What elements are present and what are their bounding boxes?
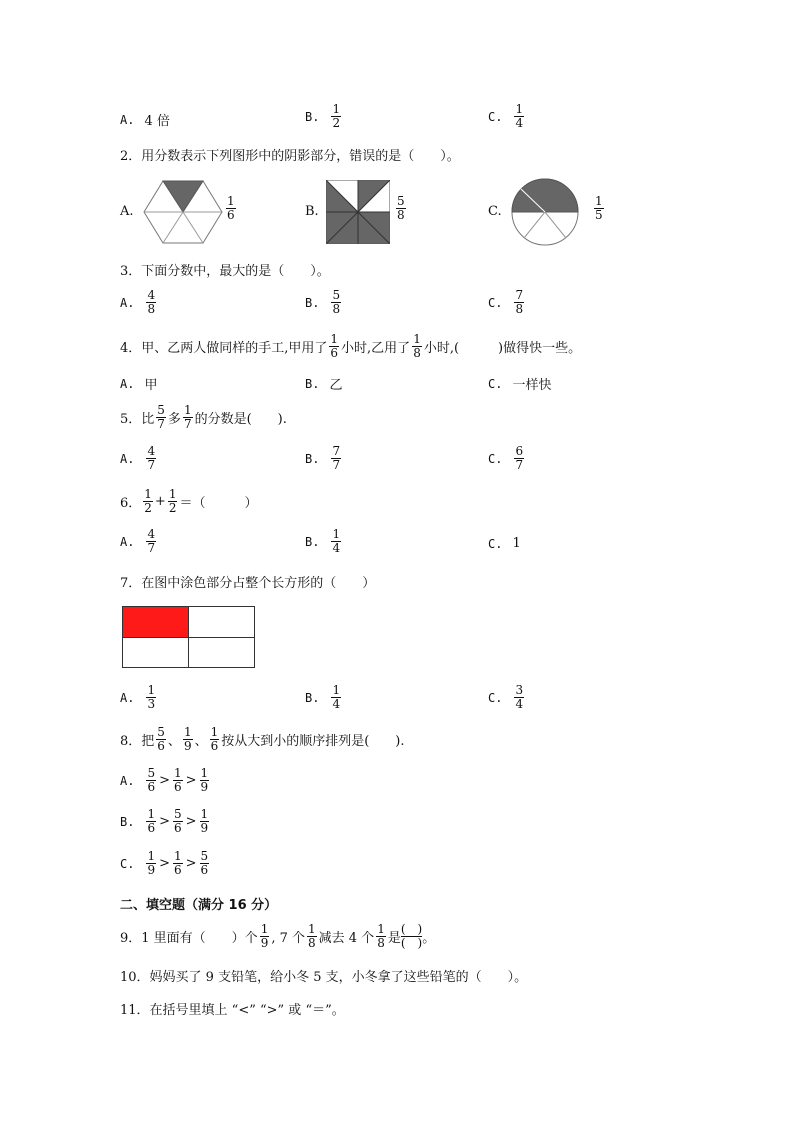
denominator: 8 xyxy=(413,346,421,360)
question-text: 按从大到小的顺序排列是( ). xyxy=(221,734,405,749)
q8-option-a[interactable] xyxy=(120,767,211,794)
numerator: 1 xyxy=(183,403,192,417)
question-text: 4．甲、乙两人做同样的手工,甲用了 xyxy=(120,341,328,356)
denominator: 8 xyxy=(308,936,316,950)
question-text: ＝（ ） xyxy=(179,496,258,511)
fraction xyxy=(173,850,183,877)
q6-option-c[interactable] xyxy=(488,536,521,551)
fraction xyxy=(514,684,524,711)
option-label: B. xyxy=(305,690,320,705)
option-label: B. xyxy=(305,109,320,124)
numerator: 1 xyxy=(260,922,269,936)
denominator: 6 xyxy=(227,208,235,222)
fraction xyxy=(173,767,183,794)
q8-option-c[interactable] xyxy=(120,850,211,877)
numerator: 1 xyxy=(377,922,385,936)
question-text: 减去 4 个 xyxy=(318,931,375,946)
fraction xyxy=(329,333,339,360)
denominator: 4 xyxy=(515,697,524,711)
numerator: 6 xyxy=(515,444,524,458)
fraction xyxy=(514,445,524,472)
numerator: 1 xyxy=(515,102,524,116)
numerator: 5 xyxy=(157,403,165,417)
numerator: 1 xyxy=(168,487,177,501)
fraction xyxy=(412,333,422,360)
fraction xyxy=(331,103,341,130)
numerator: 1 xyxy=(144,487,152,501)
plus-sign: + xyxy=(154,494,166,509)
q3-option-c[interactable] xyxy=(488,289,526,316)
option-label: A. xyxy=(120,112,135,127)
question-text: 6． xyxy=(120,496,142,511)
numerator: 1 xyxy=(147,807,156,821)
answer-blank-fraction[interactable] xyxy=(401,923,422,950)
fraction xyxy=(200,850,210,877)
q5-option-b[interactable] xyxy=(305,445,343,472)
numerator: 1 xyxy=(595,194,603,208)
numerator: 1 xyxy=(200,766,209,780)
q3-option-a[interactable] xyxy=(120,289,158,316)
denominator: 6 xyxy=(330,346,339,360)
question-9 xyxy=(120,923,435,950)
question-2-text: 2．用分数表示下列图形中的阴影部分，错误的是（ ）。 xyxy=(120,149,460,164)
numerator: 5 xyxy=(147,766,156,780)
numerator: 1 xyxy=(210,725,219,739)
hexagon-figure xyxy=(143,180,223,244)
numerator: 7 xyxy=(332,444,341,458)
numerator: 1 xyxy=(330,332,339,346)
option-label: C. xyxy=(120,856,135,871)
numerator: 4 xyxy=(147,444,156,458)
denominator: 8 xyxy=(377,936,385,950)
q5-option-c[interactable] xyxy=(488,445,526,472)
denominator: 7 xyxy=(147,541,156,555)
option-text: 乙 xyxy=(329,378,343,393)
q4-option-b[interactable] xyxy=(305,374,342,393)
question-11-text: 11．在括号里填上 “<” “>” 或 “＝”。 xyxy=(120,1003,345,1018)
fraction xyxy=(156,404,166,431)
fraction xyxy=(514,103,524,130)
fraction xyxy=(210,726,220,753)
denominator: 9 xyxy=(147,863,156,877)
question-7-text: 7．在图中涂色部分占整个长方形的（ ） xyxy=(120,576,376,591)
denominator: 6 xyxy=(174,821,182,835)
question-text: 5．比 xyxy=(120,412,155,427)
q6-option-a[interactable] xyxy=(120,528,158,555)
question-text: 的分数是( ). xyxy=(194,412,287,427)
fraction xyxy=(146,289,156,316)
denominator: 6 xyxy=(147,780,156,794)
greater-than: > xyxy=(159,814,170,829)
fraction xyxy=(331,528,341,555)
separator: 、 xyxy=(194,734,208,749)
numerator: 7 xyxy=(515,288,524,302)
denominator: 2 xyxy=(168,501,177,515)
denominator: 9 xyxy=(200,780,209,794)
section-title: 二、填空题（满分 16 分） xyxy=(120,898,278,913)
numerator: 4 xyxy=(147,288,156,302)
question-text: , 7 个 xyxy=(271,931,305,946)
option-label: B. xyxy=(120,814,135,829)
question-4 xyxy=(120,333,581,360)
numerator: 1 xyxy=(413,332,421,346)
question-6 xyxy=(120,488,257,515)
fraction xyxy=(146,808,156,835)
option-label: B. xyxy=(305,295,320,310)
rectangle-figure xyxy=(122,606,255,668)
option-label: B. xyxy=(305,376,320,391)
question-5 xyxy=(120,404,287,431)
q2-fraction-b xyxy=(396,195,406,222)
numerator: 4 xyxy=(147,527,156,541)
q1-option-b[interactable] xyxy=(305,103,343,130)
option-text: 1 xyxy=(512,536,521,551)
q3-option-b[interactable] xyxy=(305,289,343,316)
denominator: 9 xyxy=(260,936,269,950)
numerator: 3 xyxy=(515,683,524,697)
greater-than: > xyxy=(185,773,197,788)
question-3-text: 3．下面分数中，最大的是（ ）。 xyxy=(120,264,330,279)
denominator: 8 xyxy=(332,302,341,316)
q2-option-c-label[interactable]: C. xyxy=(488,204,502,219)
greater-than: > xyxy=(159,773,170,788)
circle-figure xyxy=(511,178,579,246)
divider xyxy=(123,637,254,638)
separator: 、 xyxy=(167,734,181,749)
denominator: 6 xyxy=(174,780,182,794)
greater-than: > xyxy=(185,856,197,871)
option-label: B. xyxy=(305,451,320,466)
fraction xyxy=(331,445,341,472)
question-10-text: 10．妈妈买了 9 支铅笔，给小冬 5 支，小冬拿了这些铅笔的（ ）。 xyxy=(120,970,528,985)
denominator: 6 xyxy=(157,739,165,753)
fraction xyxy=(146,684,156,711)
greater-than: > xyxy=(159,856,170,871)
q4-option-c[interactable] xyxy=(488,374,551,393)
fraction xyxy=(514,289,524,316)
denominator: 8 xyxy=(147,302,156,316)
fraction xyxy=(156,726,166,753)
fraction xyxy=(200,767,210,794)
fraction xyxy=(376,923,386,950)
denominator: 2 xyxy=(144,501,152,515)
denominator: 9 xyxy=(183,739,192,753)
q1-option-c[interactable] xyxy=(488,103,526,130)
denominator: 8 xyxy=(397,208,405,222)
question-text: 9．1 里面有（ ）个 xyxy=(120,931,258,946)
denominator: 7 xyxy=(183,417,192,431)
numerator: 1 xyxy=(147,849,156,863)
denominator: 8 xyxy=(515,302,524,316)
shaded-cell xyxy=(123,607,188,637)
denominator: 6 xyxy=(174,863,182,877)
question-text: 。 xyxy=(422,931,436,946)
numerator: 5 xyxy=(332,288,341,302)
fraction xyxy=(183,726,193,753)
fraction xyxy=(183,404,193,431)
numerator: 1 xyxy=(332,683,341,697)
option-label: C. xyxy=(488,451,503,466)
q7-option-c[interactable] xyxy=(488,684,526,711)
option-label: A. xyxy=(120,295,135,310)
option-label: A. xyxy=(120,773,135,788)
fraction xyxy=(168,488,178,515)
greater-than: > xyxy=(185,814,197,829)
denominator: 6 xyxy=(210,739,219,753)
option-text: 一样快 xyxy=(512,378,552,393)
numerator: 1 xyxy=(308,922,316,936)
fraction xyxy=(200,808,210,835)
fraction xyxy=(146,528,156,555)
fraction xyxy=(331,684,341,711)
option-label: C. xyxy=(488,109,503,124)
question-text: 小时,乙用了 xyxy=(341,341,411,356)
numerator: 5 xyxy=(174,807,182,821)
option-text: 甲 xyxy=(144,378,158,393)
question-text: 8．把 xyxy=(120,734,155,749)
denominator: 5 xyxy=(595,208,603,222)
option-label: C. xyxy=(488,690,503,705)
question-text: 多 xyxy=(167,412,181,427)
square-figure xyxy=(326,180,390,244)
denominator: 3 xyxy=(147,697,156,711)
fraction xyxy=(143,488,153,515)
numerator: 1 xyxy=(147,683,156,697)
q1-option-a[interactable] xyxy=(120,110,170,129)
fraction xyxy=(331,289,341,316)
denominator: 2 xyxy=(332,116,341,130)
fraction xyxy=(146,445,156,472)
question-text: 是 xyxy=(387,931,401,946)
option-label: A. xyxy=(120,534,135,549)
numerator-blank[interactable]: ( ) xyxy=(400,922,423,936)
denominator: 4 xyxy=(332,697,341,711)
denominator: 4 xyxy=(515,116,524,130)
q2-option-b-label[interactable]: B. xyxy=(305,204,319,219)
numerator: 1 xyxy=(200,807,209,821)
numerator: 5 xyxy=(157,725,165,739)
numerator: 1 xyxy=(183,725,192,739)
q6-option-b[interactable] xyxy=(305,528,343,555)
numerator: 1 xyxy=(227,194,235,208)
denominator: 7 xyxy=(515,458,524,472)
option-label: C. xyxy=(488,295,503,310)
q4-option-a[interactable] xyxy=(120,374,157,393)
q2-fraction-a xyxy=(226,195,236,222)
option-label: A. xyxy=(120,690,135,705)
q5-option-a[interactable] xyxy=(120,445,158,472)
denominator: 7 xyxy=(157,417,165,431)
denominator: 6 xyxy=(147,821,156,835)
fraction xyxy=(146,850,156,877)
denominator: 7 xyxy=(332,458,341,472)
fraction xyxy=(260,923,270,950)
option-text: 4 倍 xyxy=(144,114,170,129)
fraction xyxy=(146,767,156,794)
q7-option-b[interactable] xyxy=(305,684,343,711)
numerator: 1 xyxy=(174,849,182,863)
option-label: B. xyxy=(305,534,320,549)
numerator: 1 xyxy=(174,766,182,780)
option-label: A. xyxy=(120,376,135,391)
q8-option-b[interactable] xyxy=(120,808,211,835)
question-8 xyxy=(120,726,405,753)
denominator: 6 xyxy=(200,863,209,877)
option-label: C. xyxy=(488,536,503,551)
option-label: C. xyxy=(488,376,503,391)
numerator: 5 xyxy=(200,849,209,863)
denominator-blank[interactable]: ( ) xyxy=(400,936,423,950)
denominator: 9 xyxy=(200,821,209,835)
fraction xyxy=(173,808,183,835)
option-label: A. xyxy=(120,451,135,466)
question-text: 小时,( )做得快一些。 xyxy=(423,341,582,356)
numerator: 1 xyxy=(332,527,341,541)
fraction xyxy=(307,923,317,950)
denominator: 4 xyxy=(332,541,341,555)
q2-fraction-c xyxy=(594,195,604,222)
denominator: 7 xyxy=(147,458,156,472)
numerator: 5 xyxy=(397,194,405,208)
numerator: 1 xyxy=(332,102,341,116)
q2-option-a-label[interactable]: A. xyxy=(120,204,134,219)
q7-option-a[interactable] xyxy=(120,684,158,711)
